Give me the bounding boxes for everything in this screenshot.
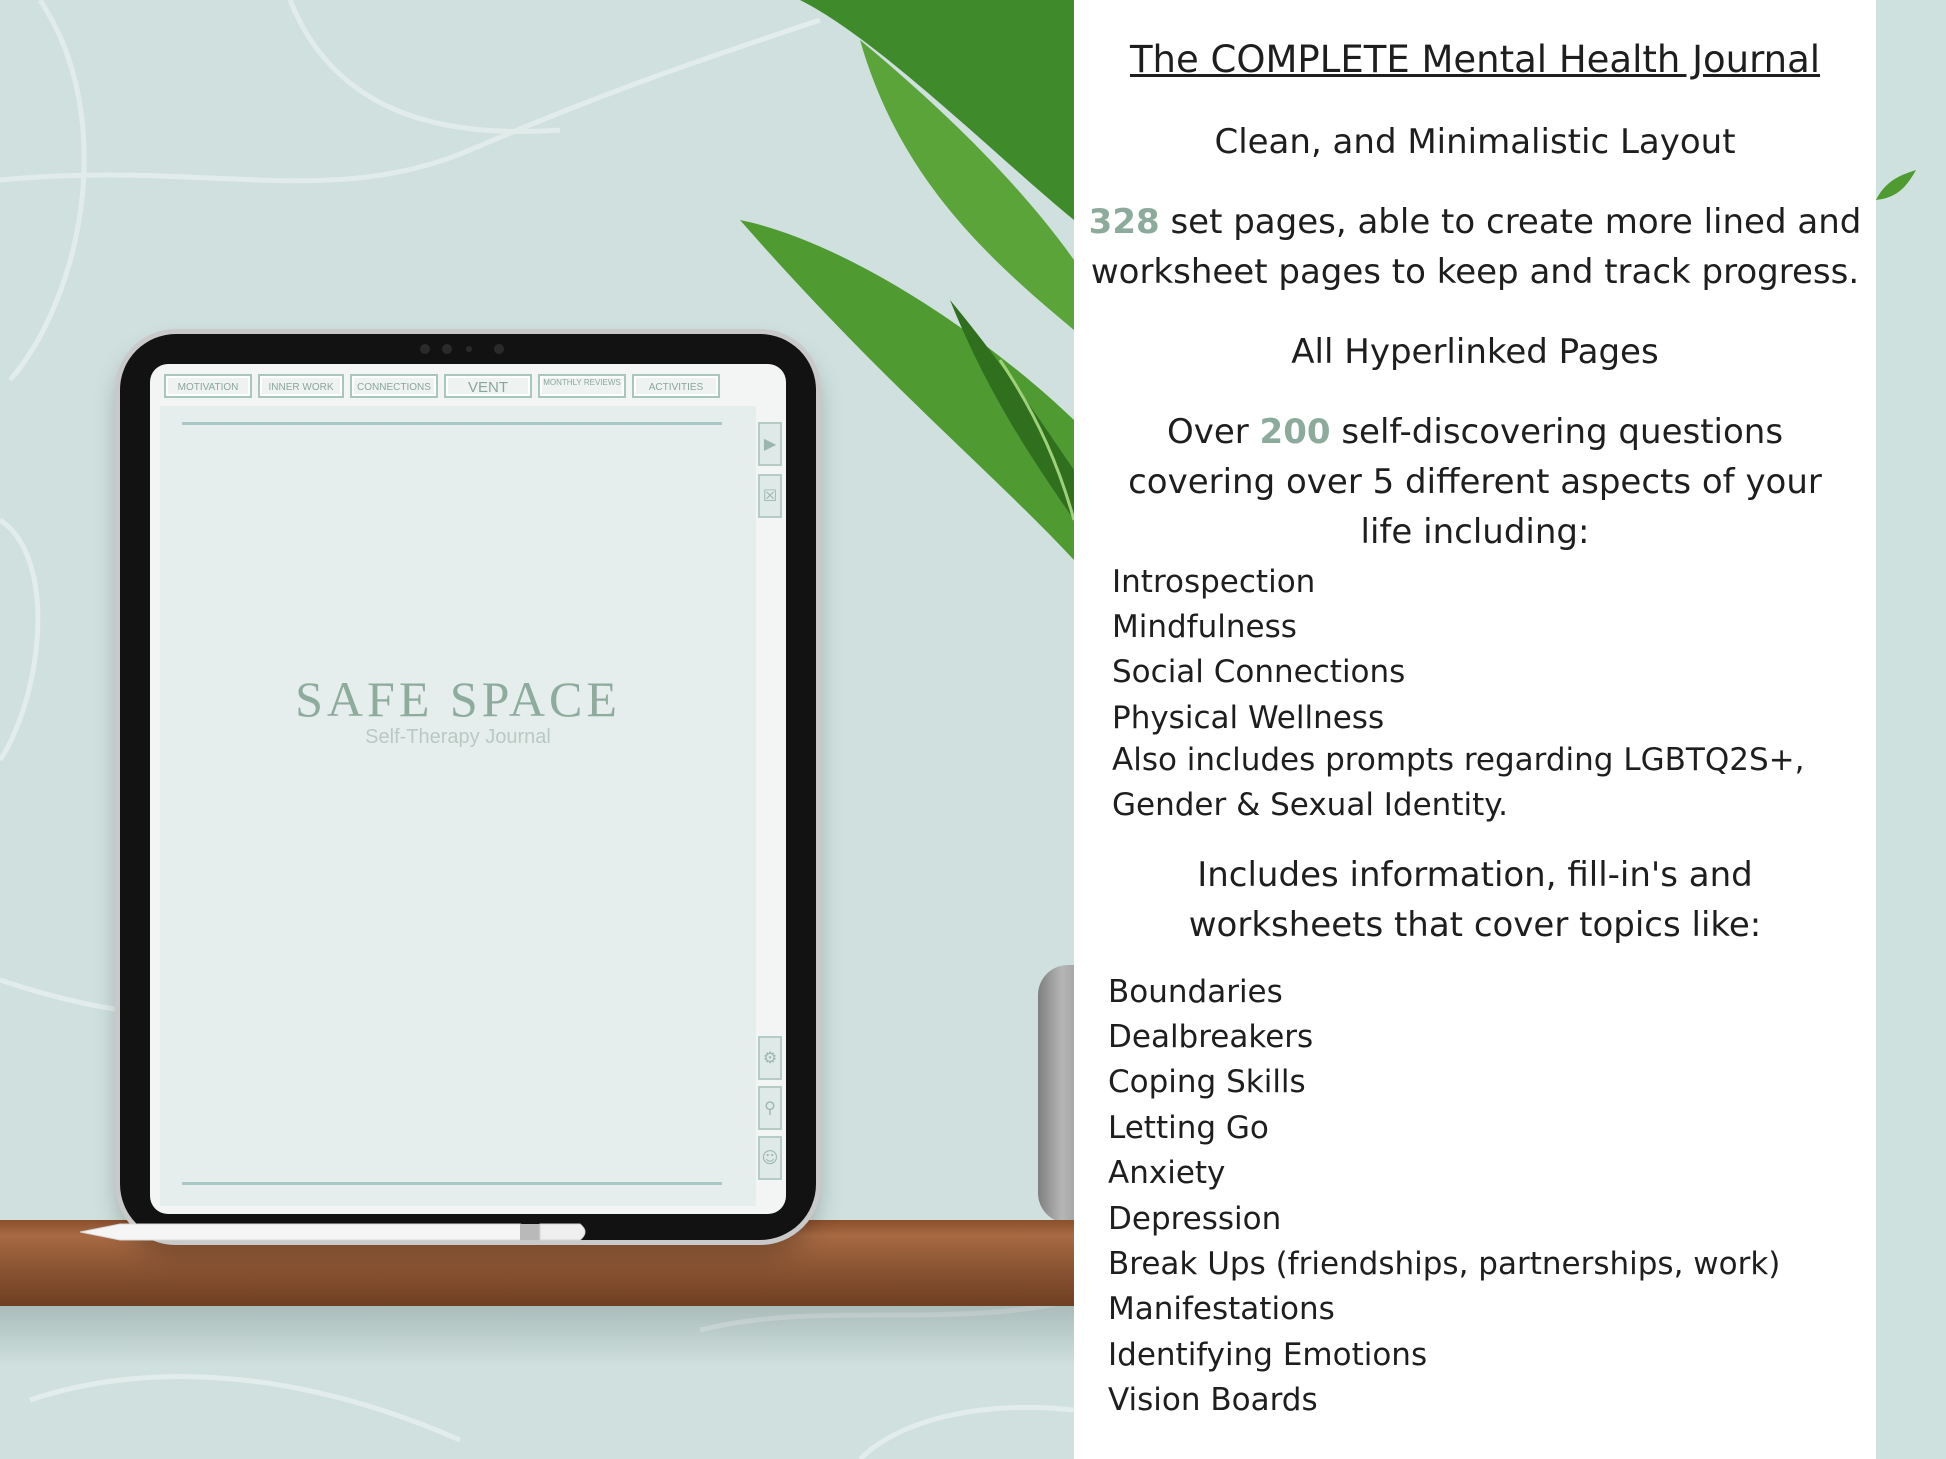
info-line-1: Includes information, fill-in's and <box>1197 855 1753 895</box>
hyperlinked-text: All Hyperlinked Pages <box>1291 332 1659 372</box>
tab-activities[interactable]: ACTIVITIES <box>632 374 720 398</box>
layout-text: Clean, and Minimalistic Layout <box>1214 122 1736 162</box>
pages-line-1: set pages, able to create more lined and <box>1159 202 1862 242</box>
leaf-tip <box>1876 170 1916 210</box>
journal-subtitle: Self-Therapy Journal <box>365 726 551 748</box>
info-line-2: worksheets that cover topics like: <box>1188 905 1762 945</box>
search-icon[interactable]: ⚲ <box>758 1086 782 1130</box>
tab-connections[interactable]: CONNECTIONS <box>350 374 438 398</box>
tab-vent[interactable]: VENT <box>444 374 532 398</box>
topic-item: Vision Boards <box>1108 1382 1318 1418</box>
aspect-item: Introspection <box>1112 564 1316 600</box>
topic-item: Boundaries <box>1108 974 1283 1010</box>
panel-heading: The COMPLETE Mental Health Journal <box>1129 38 1821 81</box>
aspect-item: Physical Wellness <box>1112 700 1385 736</box>
questions-line-1: self-discovering questions <box>1330 412 1784 452</box>
journal-cover-page <box>160 406 756 1206</box>
topic-item: Dealbreakers <box>1108 1019 1314 1055</box>
topic-item: Letting Go <box>1108 1110 1269 1146</box>
pages-line-2: worksheet pages to keep and track progress. <box>1090 252 1860 292</box>
camera-dot <box>442 344 452 354</box>
tablet-screen <box>150 364 786 1214</box>
divider-line <box>182 1182 722 1185</box>
pages-text <box>1074 202 1876 242</box>
emoji-icon[interactable]: ☺ <box>758 1136 782 1180</box>
camera-dot <box>420 344 430 354</box>
plant-vase <box>1038 965 1074 1223</box>
journal-title: SAFE SPACE <box>295 671 621 727</box>
divider-line <box>182 422 722 425</box>
camera-dot <box>494 344 504 354</box>
topic-item: Depression <box>1108 1201 1282 1237</box>
feature-panel <box>1074 0 1876 1459</box>
topic-item: Anxiety <box>1108 1155 1226 1191</box>
aspect-item: Also includes prompts regarding LGBTQ2S+, <box>1112 742 1805 778</box>
aspect-item: Social Connections <box>1112 654 1406 690</box>
settings-icon[interactable]: ⚙ <box>758 1036 782 1080</box>
next-arrow-icon[interactable]: ▶ <box>758 422 782 466</box>
questions-count: 200 <box>1259 412 1331 452</box>
topic-item: Manifestations <box>1108 1291 1335 1327</box>
pages-count: 328 <box>1088 202 1160 242</box>
aspect-item: Gender & Sexual Identity. <box>1112 787 1509 823</box>
questions-line-2: covering over 5 different aspects of your <box>1128 462 1822 502</box>
tablet-device <box>120 334 816 1240</box>
tab-motivation[interactable]: MOTIVATION <box>164 374 252 398</box>
aspect-item: Mindfulness <box>1112 609 1297 645</box>
questions-pre: Over <box>1166 412 1260 452</box>
topic-item: Coping Skills <box>1108 1064 1306 1100</box>
tab-monthly-reviews[interactable]: MONTHLY REVIEWS <box>538 374 626 398</box>
topic-item: Identifying Emotions <box>1108 1337 1428 1373</box>
shelf-shadow <box>0 1306 1074 1366</box>
stylus-pencil <box>80 1222 590 1242</box>
questions-line-3: life including: <box>1360 512 1590 552</box>
close-box-icon[interactable]: ☒ <box>758 474 782 518</box>
camera-dot <box>466 346 472 352</box>
questions-text <box>1074 412 1876 452</box>
topic-item: Break Ups (friendships, partnerships, work) <box>1108 1246 1781 1282</box>
tab-inner-work[interactable]: INNER WORK <box>258 374 344 398</box>
